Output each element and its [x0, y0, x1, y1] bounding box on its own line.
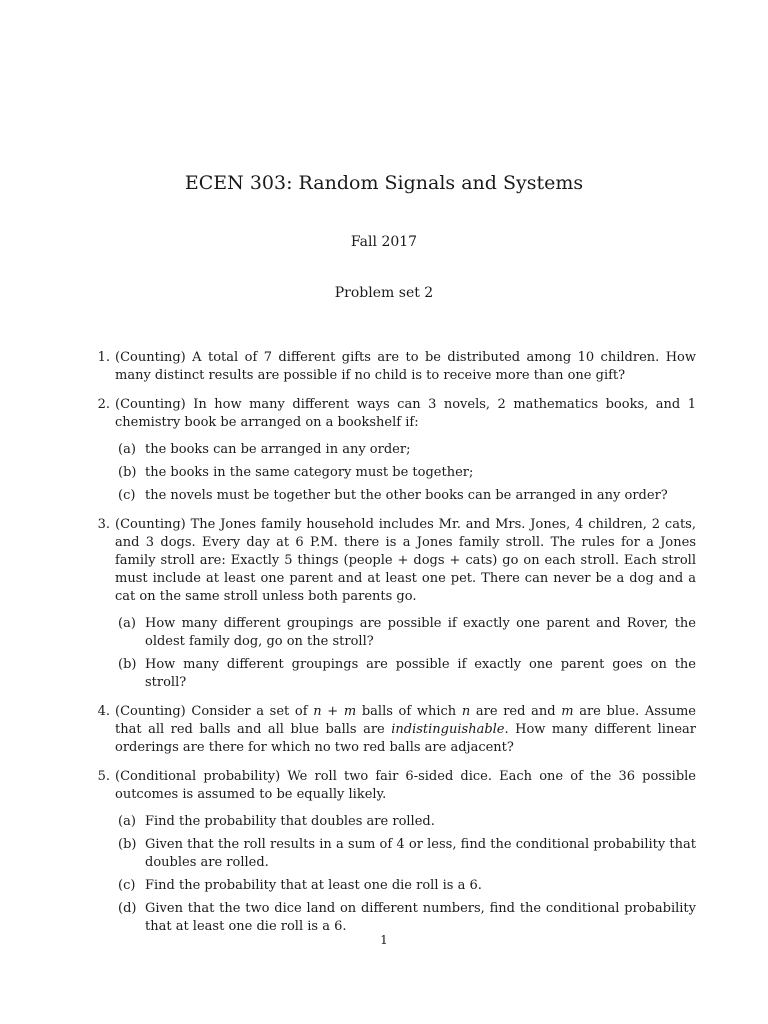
sub-question-label: (b) [118, 657, 137, 672]
problem-number: 4. [97, 704, 110, 719]
sub-question-text: Given that the two dice land on different numbers, find the conditional probability that at least one die roll is a 6. [145, 901, 696, 934]
page-number: 1 [380, 933, 388, 947]
problem-5 [92, 768, 696, 936]
sub-question-list [115, 441, 696, 505]
sub-question [115, 836, 696, 872]
problem-1 [92, 349, 696, 385]
problem-3 [92, 516, 696, 692]
sub-question-text: Find the probability that doubles are rolled. [145, 814, 435, 829]
sub-question [115, 900, 696, 936]
sub-question-text: the books in the same category must be together; [145, 465, 474, 480]
sub-question-list [115, 813, 696, 936]
sub-question-text: the books can be arranged in any order; [145, 442, 411, 457]
sub-question-label: (c) [118, 488, 136, 503]
problem-number: 3. [97, 517, 110, 532]
math-variable: n [461, 704, 471, 719]
sub-question [115, 656, 696, 692]
problem-text [115, 704, 696, 755]
sub-question-label: (a) [118, 442, 136, 457]
problem-text: (Conditional probability) We roll two fair 6-sided dice. Each one of the 36 possible outcomes is assumed to be equally likely. [115, 769, 696, 802]
problem-2 [92, 396, 696, 505]
sub-question-label: (b) [118, 837, 137, 852]
problem-text-segment: are blue. Assume that all red balls and all blue balls are [115, 704, 696, 737]
emphasized-term: indistinguishable [391, 722, 505, 737]
document-title: ECEN 303: Random Signals and Systems [184, 172, 584, 194]
sub-question [115, 615, 696, 651]
sub-question-label: (c) [118, 878, 136, 893]
problem-set-label: Problem set 2 [334, 285, 434, 301]
problem-number: 2. [97, 397, 110, 412]
problem-number: 1. [97, 350, 110, 365]
sub-question [115, 877, 696, 895]
problem-4 [92, 703, 696, 757]
sub-question-label: (b) [118, 465, 137, 480]
problem-text: (Counting) A total of 7 different gifts are to be distributed among 10 children. How many distinct results are possible if no child is to receive more than one gift? [115, 350, 696, 383]
sub-question-label: (a) [118, 616, 136, 631]
sub-question-list [115, 615, 696, 692]
problem-text: (Counting) The Jones family household includes Mr. and Mrs. Jones, 4 children, 2 cats, and 3 dogs. Every day at 6 P.M. there is a Jones family stroll. The rules for a Jones family stroll are: Exactly 5 things (people + dogs + cats) go on each stroll. Each stroll must include at least one parent and at least one pet. There can never be a dog and a cat on the same stroll unless both parents go. [115, 517, 696, 604]
sub-question-text: How many different groupings are possible if exactly one parent and Rover, the oldest family dog, go on the stroll? [145, 616, 696, 649]
problem-list [92, 349, 696, 947]
sub-question-text: Find the probability that at least one die roll is a 6. [145, 878, 482, 893]
sub-question [115, 813, 696, 831]
math-expression: n + m [313, 704, 357, 719]
sub-question-text: How many different groupings are possible if exactly one parent goes on the stroll? [145, 657, 696, 690]
problem-text-segment: . How many different linear orderings are there for which no two red balls are adjacent? [115, 722, 696, 755]
sub-question [115, 464, 696, 482]
problem-text-segment: balls of which [356, 704, 462, 719]
sub-question-text: Given that the roll results in a sum of 4 or less, find the conditional probability that doubles are rolled. [145, 837, 696, 870]
sub-question-label: (d) [118, 901, 137, 916]
term-label: Fall 2017 [350, 234, 418, 250]
math-variable: m [561, 704, 574, 719]
sub-question [115, 487, 696, 505]
problem-text-segment: (Counting) Consider a set of [115, 704, 314, 719]
problem-text: (Counting) In how many different ways can 3 novels, 2 mathematics books, and 1 chemistry book be arranged on a bookshelf if: [115, 397, 696, 430]
sub-question-label: (a) [118, 814, 136, 829]
sub-question [115, 441, 696, 459]
problem-text-segment: are red and [470, 704, 562, 719]
problem-number: 5. [97, 769, 110, 784]
sub-question-text: the novels must be together but the other books can be arranged in any order? [145, 488, 668, 503]
